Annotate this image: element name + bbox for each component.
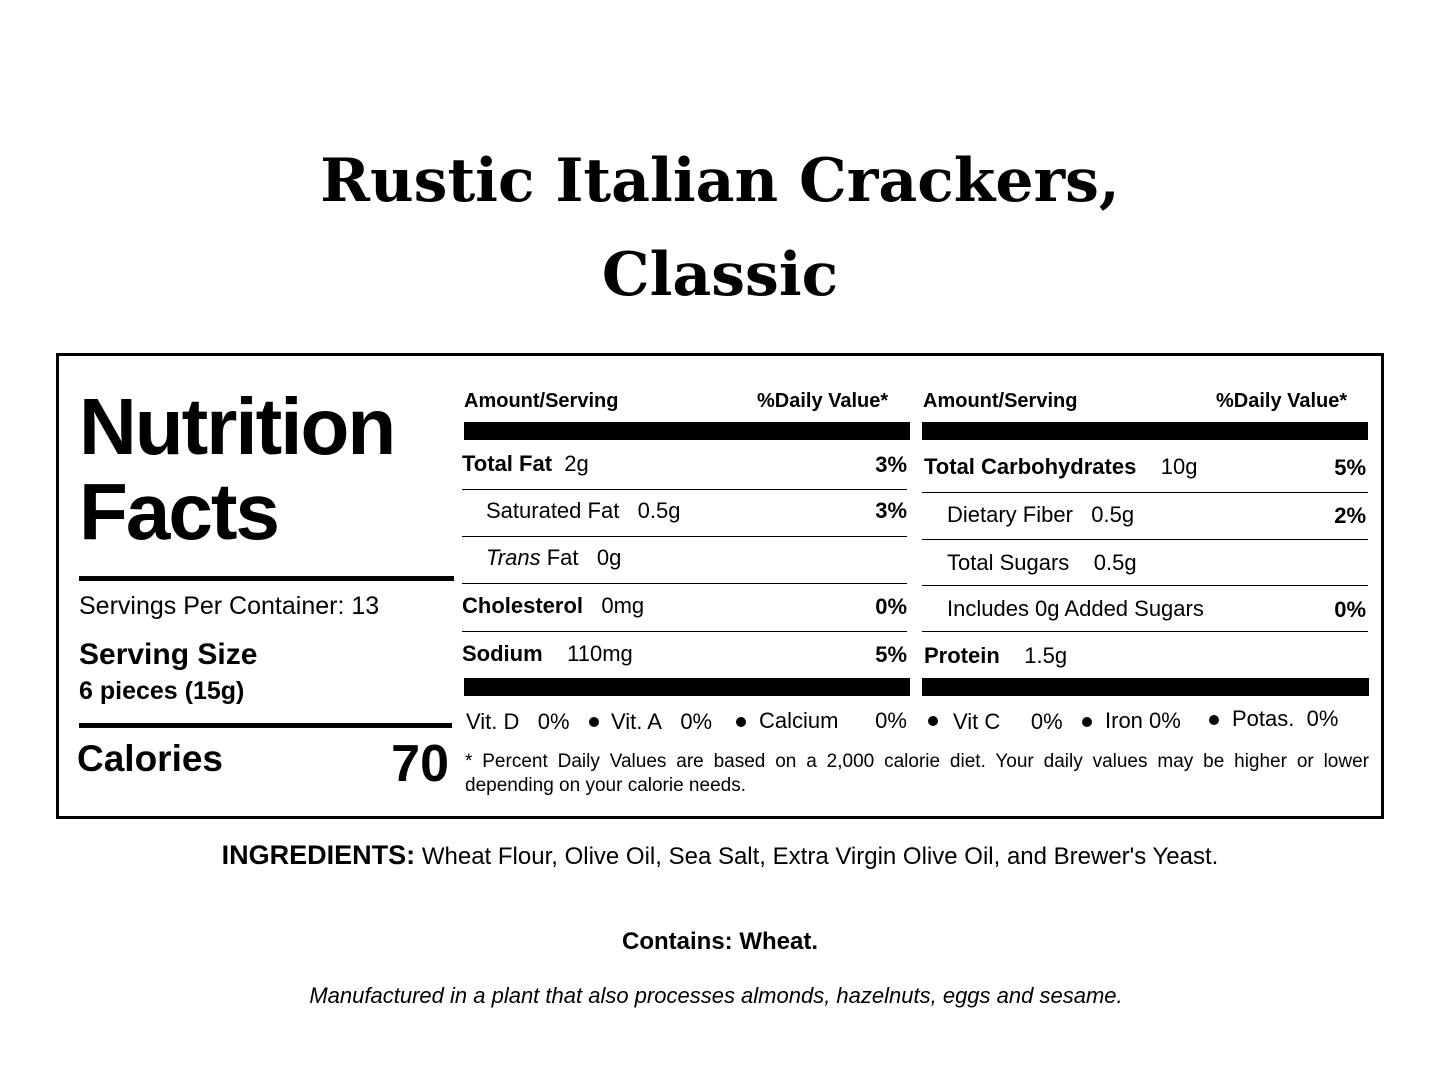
vitamin-item xyxy=(611,709,712,735)
nutrient-name: Includes 0g Added Sugars xyxy=(947,596,1204,621)
calories-value: 70 xyxy=(391,735,449,793)
nutrient-row xyxy=(462,593,644,619)
vitamin-name: Vit. D xyxy=(466,709,520,734)
servings-per-container: Servings Per Container: 13 xyxy=(79,592,380,620)
vitamin-name: Vit C xyxy=(953,709,1001,734)
top-bar-right xyxy=(922,422,1368,440)
vitamin-value: 0% xyxy=(875,708,907,733)
row-divider xyxy=(922,539,1368,540)
vitamin-value: 0% xyxy=(537,709,570,734)
nutrient-row xyxy=(462,641,633,667)
row-divider xyxy=(922,631,1368,632)
nutrient-dv: 2% xyxy=(1334,503,1366,528)
vitamin-name: Iron xyxy=(1105,708,1143,733)
nutrient-amount: 1.5g xyxy=(1024,643,1068,668)
vitamin-name: Vit. A xyxy=(611,709,662,734)
nutrient-row xyxy=(924,643,1067,669)
heading-rule xyxy=(79,576,454,581)
nutrient-amount: 2g xyxy=(564,451,589,476)
nutrient-amount: 0.5g xyxy=(1093,550,1137,575)
calories-rule xyxy=(79,723,452,728)
nutrient-dv: 0% xyxy=(1334,597,1366,622)
allergen-contains: Contains: Wheat. xyxy=(622,928,818,955)
nutrient-name: Total Carbohydrates xyxy=(924,454,1137,479)
serving-size-label: Serving Size xyxy=(79,638,258,671)
top-bar-left xyxy=(464,422,910,440)
nutrient-amount: 0.5g xyxy=(1091,502,1135,527)
vitamin-item xyxy=(953,709,1063,735)
bottom-bar-left xyxy=(464,678,910,696)
nutrient-amount: 0.5g xyxy=(637,498,681,523)
nutrient-dv: 3% xyxy=(875,452,907,477)
vitamin-value: 0% xyxy=(680,709,713,734)
bullet-dot xyxy=(1209,715,1219,725)
ingredients-line xyxy=(0,840,1440,871)
vitamin-item xyxy=(466,709,570,735)
nutrient-row xyxy=(947,596,1204,622)
nutrient-dv: 3% xyxy=(875,498,907,523)
nutrient-amount: 0mg xyxy=(601,593,645,618)
amount-header-right: Amount/Serving xyxy=(923,390,1078,412)
vitamin-value: 0% xyxy=(1306,706,1339,731)
nutrient-name: Protein xyxy=(924,643,1000,668)
nutrient-row xyxy=(486,545,621,571)
nutrient-name: Saturated Fat xyxy=(486,498,620,523)
row-divider xyxy=(462,536,907,537)
nutrient-row xyxy=(486,498,680,524)
calories-label: Calories xyxy=(77,738,224,779)
bottom-bar-right xyxy=(922,678,1369,696)
nutrient-name: Cholesterol xyxy=(462,593,584,618)
vitamin-name: Potas. xyxy=(1232,706,1295,731)
nutrient-name-italic: Trans xyxy=(486,545,541,570)
nutrient-row xyxy=(947,550,1137,576)
nutrient-name: Sodium xyxy=(462,641,543,666)
row-divider xyxy=(462,583,907,584)
vitamin-value: 0% xyxy=(1149,708,1181,733)
serving-size-value: 6 pieces (15g) xyxy=(79,677,245,705)
nutrient-row xyxy=(462,451,589,477)
vitamin-item xyxy=(759,708,907,734)
nutrient-row xyxy=(947,502,1134,528)
bullet-dot xyxy=(1082,717,1092,727)
amount-header-left: Amount/Serving xyxy=(464,390,619,412)
vitamin-name: Calcium xyxy=(759,708,839,733)
bullet-dot xyxy=(928,716,938,726)
dv-header-left: %Daily Value* xyxy=(757,390,889,412)
ingredients-label: INGREDIENTS: xyxy=(221,840,416,870)
bullet-dot xyxy=(589,717,599,727)
nutrition-heading-line2: Facts xyxy=(79,467,278,556)
nutrient-name: Fat xyxy=(546,545,579,570)
row-divider xyxy=(922,492,1368,493)
vitamin-item xyxy=(1232,706,1338,732)
nutrient-dv: 5% xyxy=(1334,455,1366,480)
nutrient-amount: 110mg xyxy=(567,641,633,666)
facility-statement: Manufactured in a plant that also processes almonds, hazelnuts, eggs and sesame. xyxy=(309,983,1123,1008)
vitamin-item xyxy=(1105,708,1181,734)
nutrition-heading-line1: Nutrition xyxy=(79,382,395,471)
vitamin-value: 0% xyxy=(1030,709,1063,734)
daily-value-footnote: * Percent Daily Values are based on a 2,000 calorie diet. Your daily values may be higher or lower depending on your calorie needs. xyxy=(465,751,1369,796)
nutrient-name: Total Fat xyxy=(462,451,553,476)
nutrient-amount: 0g xyxy=(596,545,622,570)
nutrient-dv: 5% xyxy=(875,642,907,667)
product-title-line1: Rustic Italian Crackers, xyxy=(320,146,1120,216)
ingredients-text: Wheat Flour, Olive Oil, Sea Salt, Extra Virgin Olive Oil, and Brewer's Yeast. xyxy=(421,843,1219,870)
row-divider xyxy=(922,585,1368,586)
nutrition-facts-panel xyxy=(56,353,1384,819)
nutrient-row xyxy=(924,454,1197,480)
nutrient-name: Total Sugars xyxy=(947,550,1070,575)
nutrient-amount: 10g xyxy=(1160,454,1198,479)
bullet-dot xyxy=(736,717,746,727)
row-divider xyxy=(462,489,907,490)
dv-header-right: %Daily Value* xyxy=(1216,390,1348,412)
nutrient-dv: 0% xyxy=(875,594,907,619)
nutrient-name: Dietary Fiber xyxy=(947,502,1073,527)
row-divider xyxy=(462,631,907,632)
product-title-line2: Classic xyxy=(601,240,839,310)
